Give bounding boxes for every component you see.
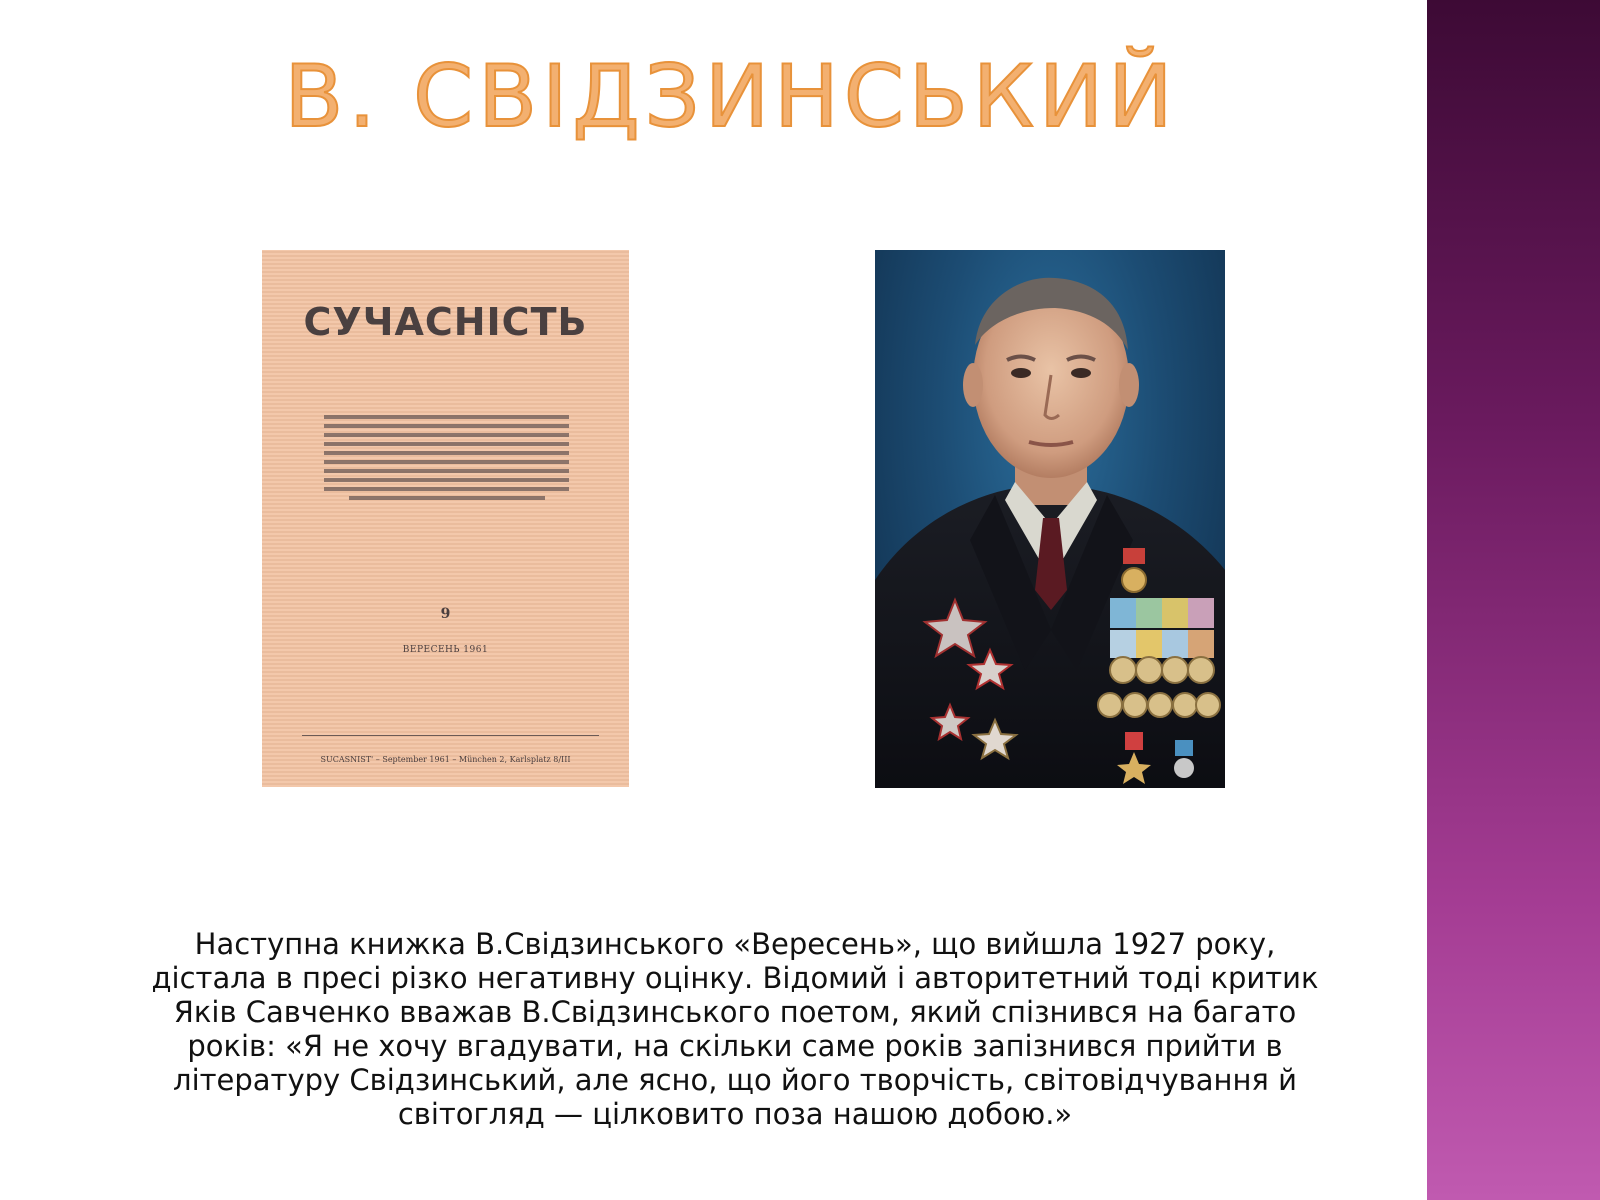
magazine-footer-rule [302,735,599,736]
portrait-illustration [875,250,1225,788]
magazine-issue-month: ВЕРЕСЕНЬ 1961 [402,645,489,655]
magazine-issue-number: 9 [440,606,451,622]
magazine-contents-text [324,415,569,500]
magazine-footer-text: SUCASNIST' – September 1961 – München 2, Karlsplatz 8/III [320,755,571,764]
portrait-photo [875,250,1225,788]
magazine-title: СУЧАСНІСТЬ [303,300,588,344]
slide-caption: Наступна книжка В.Свідзинського «Вересень», що вийшла 1927 року, дістала в пресі різко негативну оцінку. Відомий і авторитетний тоді критик Яків Савченко вважав В.Свідзинського поетом, який спізнився на багато років: «Я не хочу вгадувати, на скільки саме років запізнився прийти в літературу Свідзинський, але ясно, що його творчість, світовідчування й світогляд — цілковито поза нашою добою.» [151,927,1319,1131]
slide-title-text: В. СВІДЗИНСЬКИЙ [284,47,1178,147]
slide-title [0,47,1462,147]
magazine-cover-image [262,250,629,787]
side-decorative-band [1427,0,1600,1200]
